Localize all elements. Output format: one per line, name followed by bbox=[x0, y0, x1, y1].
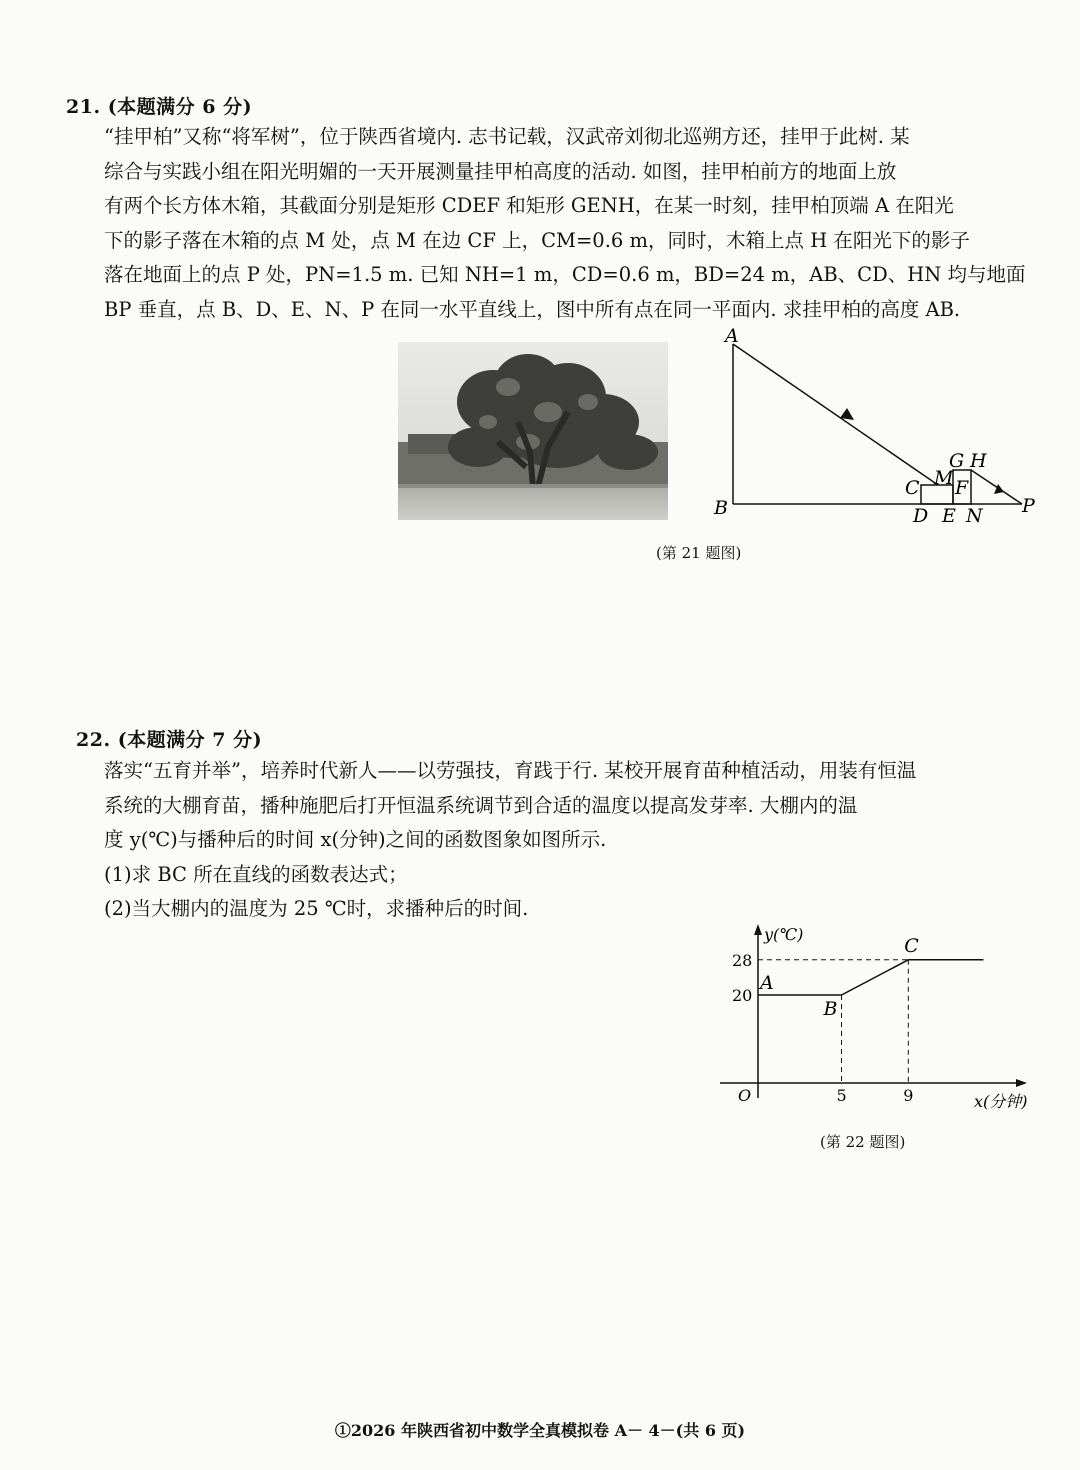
q21-caption: (第 21 题图) bbox=[656, 544, 742, 562]
q21-figure bbox=[700, 322, 1045, 532]
point-label-c: C bbox=[904, 934, 919, 957]
q22-line: 系统的大棚育苗，播种施肥后打开恒温系统调节到合适的温度以提高发芽率. 大棚内的温 bbox=[104, 793, 858, 817]
label-c: C bbox=[905, 477, 920, 499]
q22-line: 落实“五育并举”，培养时代新人——以劳强技，育践于行. 某校开展育苗种植活动，用装有恒温 bbox=[104, 759, 917, 782]
q22-caption: (第 22 题图) bbox=[820, 1133, 906, 1151]
label-h: H bbox=[970, 450, 987, 472]
label-p: P bbox=[1022, 495, 1035, 517]
label-b: B bbox=[714, 497, 728, 519]
q21-line: 有两个长方体木箱，其截面分别是矩形 CDEF 和矩形 GENH，在某一时刻，挂甲柏顶端 A 在阳光 bbox=[104, 194, 954, 217]
q21-line: 落在地面上的点 P 处，PN=1.5 m. 已知 NH=1 m，CD=0.6 m，BD=24 m，AB、CD、HN 均与地面 bbox=[104, 263, 1026, 286]
y-tick-label: 20 bbox=[732, 986, 753, 1005]
tree-photo bbox=[398, 342, 668, 520]
q22-header bbox=[76, 725, 262, 752]
label-d: D bbox=[913, 505, 929, 527]
q22-line: (2)当大棚内的温度为 25 ℃时，求播种后的时间. bbox=[104, 897, 529, 920]
q21-line: BP 垂直，点 B、D、E、N、P 在同一水平直线上，图中所有点在同一平面内. 求挂甲柏的高度 AB. bbox=[104, 297, 961, 321]
chart-axes bbox=[720, 924, 1027, 1098]
page-footer: ①2026 年陕西省初中数学全真模拟卷 A－ 4－(共 6 页) bbox=[334, 1421, 746, 1440]
point-label-a: A bbox=[760, 972, 774, 994]
q22-line: (1)求 BC 所在直线的函数表达式； bbox=[104, 862, 408, 886]
sun-ray-am bbox=[733, 344, 938, 485]
y-axis-label: y(℃) bbox=[764, 925, 804, 944]
x-tick-label: 9 bbox=[903, 1086, 914, 1105]
q21-line: 综合与实践小组在阳光明媚的一天开展测量挂甲柏高度的活动. 如图，挂甲柏前方的地面上放 bbox=[104, 159, 897, 183]
q21-text bbox=[104, 120, 1034, 327]
q22-number: 22. bbox=[76, 729, 111, 751]
y-axis-arrow bbox=[754, 924, 762, 935]
q21-line: “挂甲柏”又称“将军树”，位于陕西省境内. 志书记载，汉武帝刘彻北巡朔方还，挂甲于此树. 某 bbox=[104, 125, 910, 148]
series-line bbox=[758, 960, 983, 995]
label-f: F bbox=[955, 477, 969, 499]
label-a: A bbox=[725, 325, 739, 347]
x-axis-label: x(分钟) bbox=[974, 1092, 1028, 1111]
q22-text bbox=[104, 754, 1034, 927]
q21-line: 下的影子落在木箱的点 M 处，点 M 在边 CF 上，CM=0.6 m，同时，木箱上点 H 在阳光下的影子 bbox=[104, 228, 970, 252]
point-label-b: B bbox=[823, 998, 838, 1020]
label-e: E bbox=[942, 505, 956, 527]
q22-line: 度 y(℃)与播种后的时间 x(分钟)之间的函数图象如图所示. bbox=[104, 828, 607, 851]
y-tick-label: 28 bbox=[732, 950, 753, 970]
q21-points: (本题满分 6 分) bbox=[107, 96, 253, 118]
q21-header bbox=[66, 92, 252, 119]
origin-label: O bbox=[738, 1086, 752, 1105]
label-m: M bbox=[934, 467, 954, 489]
x-axis-arrow bbox=[1016, 1079, 1027, 1087]
q22-chart bbox=[720, 918, 1040, 1118]
ray-arrow bbox=[840, 408, 854, 420]
x-tick-label: 5 bbox=[836, 1086, 847, 1105]
q21-number: 21. bbox=[66, 96, 101, 118]
label-g: G bbox=[949, 450, 965, 472]
label-n: N bbox=[966, 505, 983, 527]
sun-ray-hp bbox=[971, 470, 1022, 504]
q22-points: (本题满分 7 分) bbox=[117, 729, 263, 751]
